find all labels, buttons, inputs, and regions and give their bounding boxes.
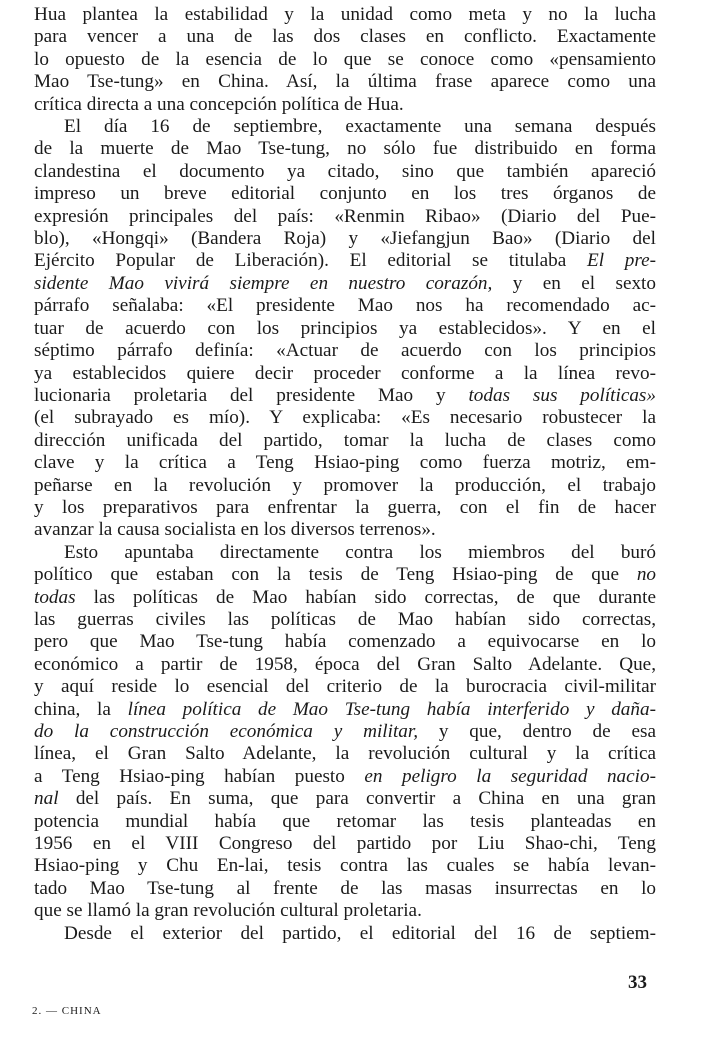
text-line: párrafo señalaba: «El presidente Mao nos ha recomendado ac- bbox=[34, 295, 656, 317]
text-line: lucionaria proletaria del presidente Mao y todas sus políticas» bbox=[34, 384, 656, 406]
text-line: impreso un breve editorial conjunto en los tres órganos de bbox=[34, 183, 656, 205]
italic-text: sidente Mao vivirá siempre en nuestro corazón, bbox=[34, 272, 493, 294]
text-line: para vencer a una de las dos clases en conflicto. Exactamente bbox=[34, 26, 656, 48]
text-line: económico a partir de 1958, época del Gran Salto Adelante. Que, bbox=[34, 653, 656, 675]
italic-text: en peligro la seguridad nacio- bbox=[364, 765, 656, 787]
italic-text: todas sus políticas» bbox=[468, 384, 656, 406]
text-line: dirección unificada del partido, tomar la lucha de clases como bbox=[34, 429, 656, 451]
text-line: (el subrayado es mío). Y explicaba: «Es necesario robustecer la bbox=[34, 407, 656, 429]
text-line: Hsiao-ping y Chu En-lai, tesis contra las cuales se había levan- bbox=[34, 855, 656, 877]
italic-text: do la construcción económica y militar, bbox=[34, 721, 419, 742]
text-line: sidente Mao vivirá siempre en nuestro corazón, y en el sexto bbox=[34, 272, 656, 294]
text-line: político que estaban con la tesis de Teng Hsiao-ping de que no bbox=[34, 564, 656, 586]
text-line: Hua plantea la estabilidad y la unidad como meta y no la lucha bbox=[34, 4, 656, 25]
text-line: clandestina el documento ya citado, sino que también apareció bbox=[34, 160, 656, 182]
italic-text: todas bbox=[34, 586, 76, 608]
body-text bbox=[34, 4, 656, 945]
text-line: El día 16 de septiembre, exactamente una semana después bbox=[64, 116, 656, 138]
text-line: Esto apuntaba directamente contra los miembros del buró bbox=[64, 541, 656, 563]
italic-text: nal bbox=[34, 788, 59, 810]
italic-text: línea política de Mao Tse-tung había interferido y daña- bbox=[127, 698, 656, 720]
text-line: clave y la crítica a Teng Hsiao-ping como fuerza motriz, em- bbox=[34, 452, 656, 474]
text-line: Mao Tse-tung» en China. Así, la última frase aparece como una bbox=[34, 71, 656, 93]
text-line: tado Mao Tse-tung al frente de las masas insurrectas en lo bbox=[34, 877, 656, 899]
text-line: y los preparativos para enfrentar la guerra, con el fin de hacer bbox=[34, 496, 656, 518]
text-line: avanzar la causa socialista en los diversos terrenos». bbox=[34, 519, 436, 541]
text-line: que se llamó la gran revolución cultural proletaria. bbox=[34, 900, 422, 922]
text-line: blo), «Hongqi» (Bandera Roja) y «Jiefangjun Bao» (Diario del bbox=[34, 228, 656, 250]
italic-text: no bbox=[636, 564, 656, 586]
text-line: peñarse en la revolución y promover la producción, el trabajo bbox=[34, 474, 656, 496]
page-number: 33 bbox=[628, 972, 647, 993]
text-line: línea, el Gran Salto Adelante, la revolución cultural y la crítica bbox=[34, 743, 656, 765]
text-line: lo opuesto de la esencia de lo que se conoce como «pensamiento bbox=[34, 48, 656, 70]
text-line: nal del país. En suma, que para convertir a China en una gran bbox=[34, 788, 656, 810]
text-line: Ejército Popular de Liberación). El editorial se titulaba El pre- bbox=[34, 250, 656, 272]
text-line: 1956 en el VIII Congreso del partido por Liu Shao-chi, Teng bbox=[34, 833, 656, 855]
text-line: ya establecidos quiere decir proceder conforme a la línea revo- bbox=[34, 362, 656, 384]
text-line: pero que Mao Tse-tung había comenzado a equivocarse en lo bbox=[34, 631, 656, 653]
text-line: expresión principales del país: «Renmin Ribao» (Diario del Pue- bbox=[34, 205, 656, 227]
text-line: potencia mundial había que retomar las tesis planteadas en bbox=[34, 810, 656, 832]
signature-footer: 2. — CHINA bbox=[32, 1005, 102, 1017]
text-line: crítica directa a una concepción política de Hua. bbox=[34, 93, 404, 115]
text-line: tuar de acuerdo con los principios ya establecidos». Y en el bbox=[34, 317, 656, 339]
text-line: todas las políticas de Mao habían sido correctas, de que durante bbox=[34, 586, 656, 608]
text-line: séptimo párrafo definía: «Actuar de acuerdo con los principios bbox=[34, 340, 656, 362]
italic-text: El pre- bbox=[586, 250, 656, 272]
text-line: china, la línea política de Mao Tse-tung había interferido y daña- bbox=[34, 698, 656, 720]
text-line: do la construcción económica y militar, y que, dentro de esa bbox=[34, 721, 656, 742]
text-line: de la muerte de Mao Tse-tung, no sólo fue distribuido en forma bbox=[34, 138, 656, 160]
text-line: y aquí reside lo esencial del criterio de la burocracia civil-militar bbox=[34, 676, 656, 698]
text-line: las guerras civiles las políticas de Mao habían sido correctas, bbox=[34, 608, 656, 630]
text-line: Desde el exterior del partido, el editorial del 16 de septiem- bbox=[64, 922, 656, 944]
text-line: a Teng Hsiao-ping habían puesto en peligro la seguridad nacio- bbox=[34, 765, 656, 787]
